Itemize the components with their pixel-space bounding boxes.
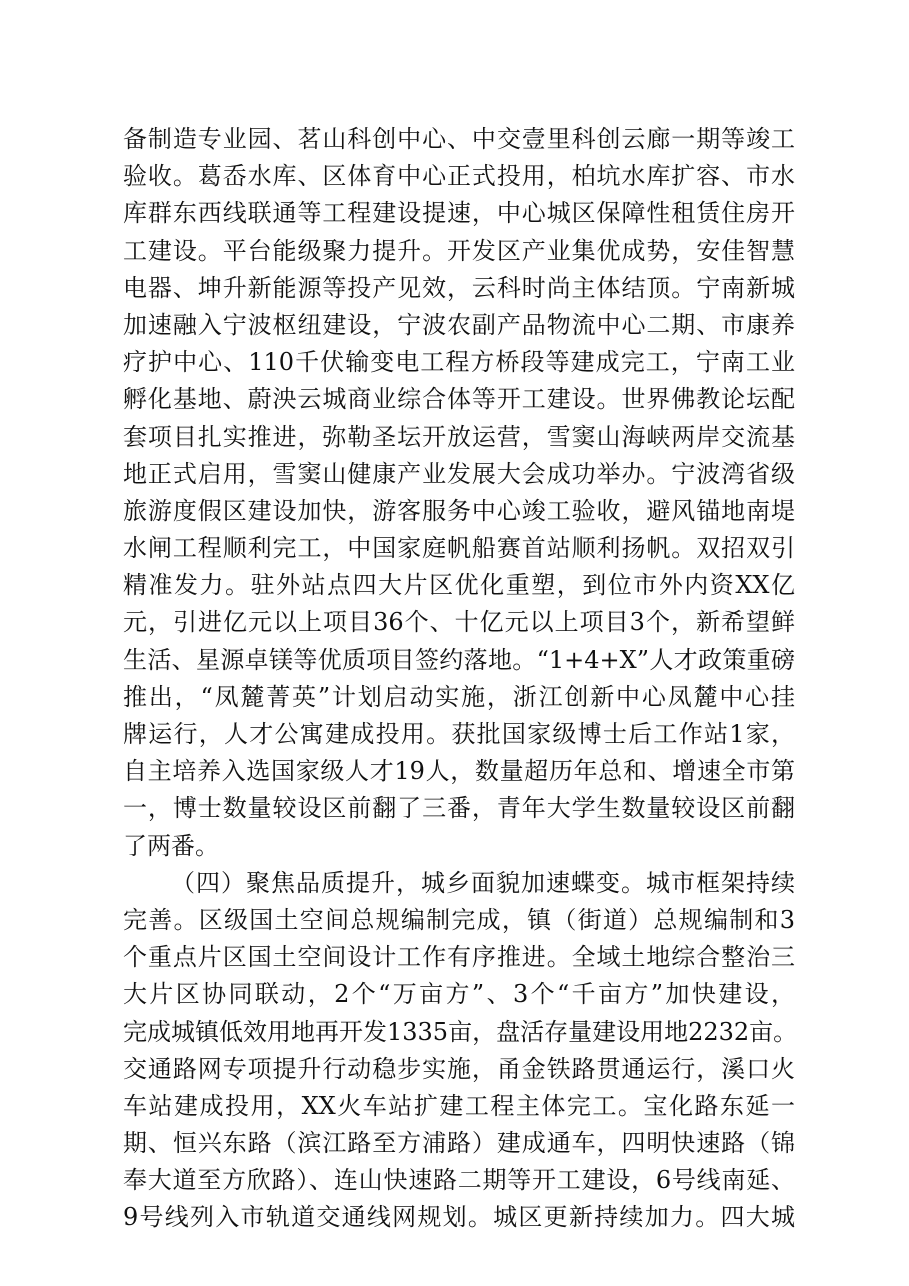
- text-line: 奉大道至方欣路）、连山快速路二期等开工建设，6号线南延、: [123, 1166, 795, 1195]
- text-line: 生活、星源卓镁等优质项目签约落地。“1+4+X”人才政策重磅: [123, 645, 795, 674]
- text-line: 孵化基地、蔚泱云城商业综合体等开工建设。世界佛教论坛配: [123, 385, 795, 414]
- text-line: 电器、坤升新能源等投产见效，云科时尚主体结顶。宁南新城: [123, 273, 795, 302]
- text-line: 期、恒兴东路（滨江路至方浦路）建成通车，四明快速路（锦: [123, 1129, 795, 1158]
- text-line: 自主培养入选国家级人才19人，数量超历年总和、增速全市第: [123, 757, 795, 786]
- text-line: 元，引进亿元以上项目36个、十亿元以上项目3个，新希望鲜: [123, 608, 795, 637]
- text-line: 9号线列入市轨道交通线网规划。城区更新持续加力。四大城: [123, 1203, 795, 1232]
- paragraph-continuation: [123, 121, 795, 865]
- text-line: 备制造专业园、茗山科创中心、中交壹里科创云廊一期等竣工: [123, 125, 795, 153]
- text-line: 地正式启用，雪窦山健康产业发展大会成功举办。宁波湾省级: [123, 459, 795, 488]
- section-heading-line: （四）聚焦品质提升，城乡面貌加速蝶变。城市框架持续: [171, 868, 795, 897]
- text-line: 大片区协同联动，2个“万亩方”、3个“千亩方”加快建设，: [123, 980, 795, 1009]
- text-line: 旅游度假区建设加快，游客服务中心竣工验收，避风锚地南堤: [123, 496, 795, 525]
- text-line: 牌运行，人才公寓建成投用。获批国家级博士后工作站1家，: [123, 720, 795, 748]
- text-line: 一，博士数量较设区前翻了三番，青年大学生数量较设区前翻: [123, 794, 795, 823]
- text-line: 交通路网专项提升行动稳步实施，甬金铁路贯通运行，溪口火: [123, 1054, 795, 1083]
- text-line: 精准发力。驻外站点四大片区优化重塑，到位市外内资XX亿: [123, 571, 795, 600]
- text-line: 工建设。平台能级聚力提升。开发区产业集优成势，安佳智慧: [123, 236, 795, 265]
- text-line: 完成城镇低效用地再开发1335亩，盘活存量建设用地2232亩。: [123, 1017, 798, 1046]
- paragraph-section-four: [123, 865, 798, 1237]
- text-line: 完善。区级国土空间总规编制完成，镇（街道）总规编制和3: [123, 905, 795, 934]
- text-line: 疗护中心、110千伏输变电工程方桥段等建成完工，宁南工业: [123, 348, 795, 377]
- text-line: 库群东西线联通等工程建设提速，中心城区保障性租赁住房开: [123, 199, 795, 228]
- text-line: 推出，“凤麓菁英”计划启动实施，浙江创新中心凤麓中心挂: [123, 682, 795, 711]
- text-line: 水闸工程顺利完工，中国家庭帆船赛首站顺利扬帆。双招双引: [123, 534, 795, 563]
- document-body: [123, 121, 798, 1237]
- text-line: 套项目扎实推进，弥勒圣坛开放运营，雪窦山海峡两岸交流基: [123, 422, 795, 451]
- text-line: 加速融入宁波枢纽建设，宁波农副产品物流中心二期、市康养: [123, 310, 795, 339]
- text-line: 个重点片区国土空间设计工作有序推进。全域土地综合整治三: [123, 943, 795, 972]
- text-line: 了两番。: [123, 831, 219, 860]
- text-line: 验收。葛岙水库、区体育中心正式投用，柏坑水库扩容、市水: [123, 162, 795, 191]
- text-line: 车站建成投用，XX火车站扩建工程主体完工。宝化路东延一: [123, 1091, 795, 1120]
